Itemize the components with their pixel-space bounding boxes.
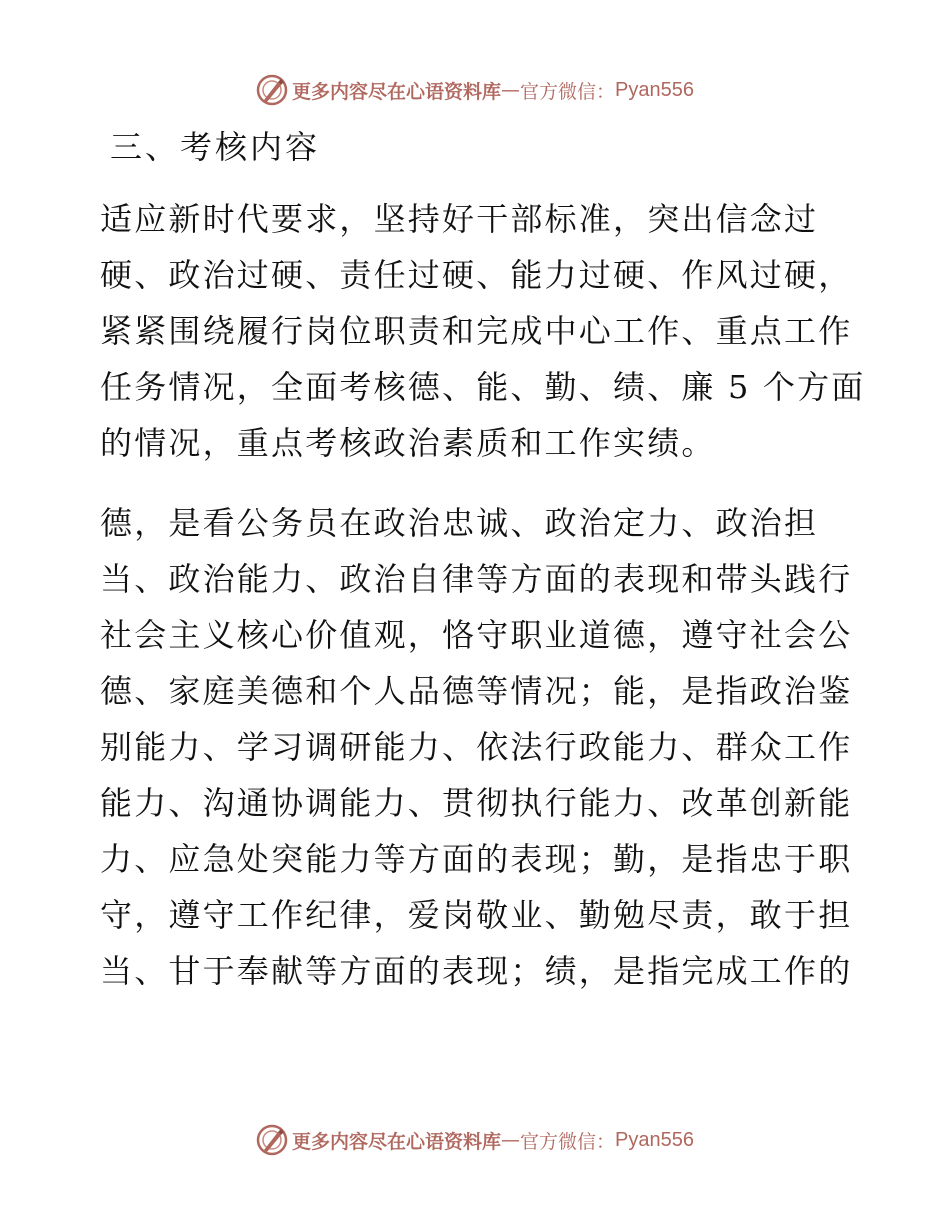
paragraph-2-line-1: 德，是看公务员在政治忠诚、政治定力、政治担: [100, 504, 819, 542]
paragraph-1-line-5: 的情况，重点考核政治素质和工作实绩。: [100, 424, 716, 462]
paragraph-2-line-2: 当、政治能力、政治自律等方面的表现和带头践行: [100, 560, 853, 598]
pen-logo-icon: [256, 74, 288, 106]
watermark-text: 更多内容尽在心语资料库: [292, 1130, 502, 1153]
watermark-wechat-id: Pyan556: [615, 78, 694, 101]
watermark-official-label: 官方微信：: [520, 80, 616, 103]
header-watermark: [0, 70, 950, 110]
paragraph-2-line-5: 别能力、学习调研能力、依法行政能力、群众工作: [100, 728, 853, 766]
section-heading: 三、考核内容: [110, 128, 321, 166]
paragraph-1-line-4: 任务情况，全面考核德、能、勤、绩、廉 5 个方面: [100, 368, 866, 406]
paragraph-2-line-9: 当、甘于奉献等方面的表现；绩，是指完成工作的: [100, 952, 853, 990]
watermark-wechat-id: Pyan556: [615, 1128, 694, 1151]
paragraph-1-line-3: 紧紧围绕履行岗位职责和完成中心工作、重点工作: [100, 312, 853, 350]
watermark-text: 更多内容尽在心语资料库: [292, 80, 502, 103]
paragraph-2-line-4: 德、家庭美德和个人品德等情况；能，是指政治鉴: [100, 672, 853, 710]
pen-logo-icon: [256, 1124, 288, 1156]
paragraph-2-line-7: 力、应急处突能力等方面的表现；勤，是指忠于职: [100, 840, 853, 878]
watermark-separator: —: [501, 1129, 521, 1151]
paragraph-2-line-8: 守，遵守工作纪律，爱岗敬业、勤勉尽责，敢于担: [100, 896, 853, 934]
watermark-official-label: 官方微信：: [520, 1130, 616, 1153]
watermark-separator: —: [501, 79, 521, 101]
footer-watermark: [0, 1120, 950, 1160]
paragraph-2-line-6: 能力、沟通协调能力、贯彻执行能力、改革创新能: [100, 784, 853, 822]
paragraph-2-line-3: 社会主义核心价值观，恪守职业道德，遵守社会公: [100, 616, 853, 654]
paragraph-1-line-1: 适应新时代要求，坚持好干部标准，突出信念过: [100, 200, 819, 238]
paragraph-1-line-2: 硬、政治过硬、责任过硬、能力过硬、作风过硬，: [100, 256, 853, 294]
